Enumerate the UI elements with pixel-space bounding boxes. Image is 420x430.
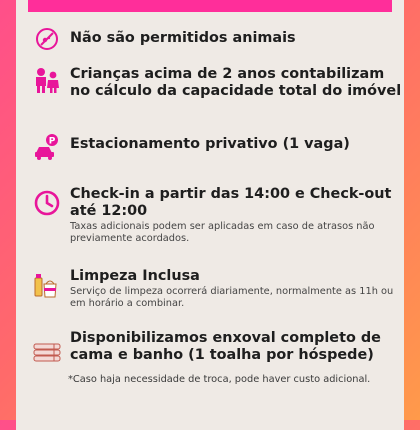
rule-title: Crianças acima de 2 anos contabilizam no cálculo da capacidade total do imóvel: [70, 66, 402, 99]
rule-text: [70, 268, 402, 310]
rule-title: Disponibilizamos enxoval completo de cama e banho (1 toalha por hóspede): [70, 330, 381, 363]
clock-icon: [32, 188, 62, 218]
rule-title: Estacionamento privativo (1 vaga): [70, 136, 350, 152]
rule-subtitle: Serviço de limpeza ocorrerá diariamente, normalmente as 11h ou em horário a combinar.: [70, 286, 394, 309]
rule-no-pets: [32, 26, 402, 54]
rule-cleaning: [32, 266, 402, 314]
rule-title: Não são permitidos animais: [70, 30, 296, 46]
header-banner: [28, 0, 392, 12]
rule-checkin-checkout: [32, 186, 402, 246]
footer-note: *Caso haja necessidade de troca, pode haver custo adicional.: [68, 374, 371, 385]
folded-towels-icon: [32, 338, 62, 368]
children-icon: [32, 66, 62, 96]
rule-subtitle: Taxas adicionais podem ser aplicadas em caso de atrasos não previamente acordados.: [70, 221, 375, 244]
rule-text: [70, 186, 402, 245]
svg-text:P: P: [48, 136, 56, 147]
cleaning-supplies-icon: [32, 270, 62, 300]
rule-parking: [32, 130, 402, 164]
rule-title: Check-in a partir das 14:00 e Check-out até 12:00: [70, 186, 392, 219]
rule-title: Limpeza Inclusa: [70, 268, 200, 284]
rule-linens: [32, 330, 402, 370]
rule-children: [32, 64, 402, 120]
no-pets-icon: [32, 24, 62, 54]
parking-car-icon: [32, 132, 62, 162]
